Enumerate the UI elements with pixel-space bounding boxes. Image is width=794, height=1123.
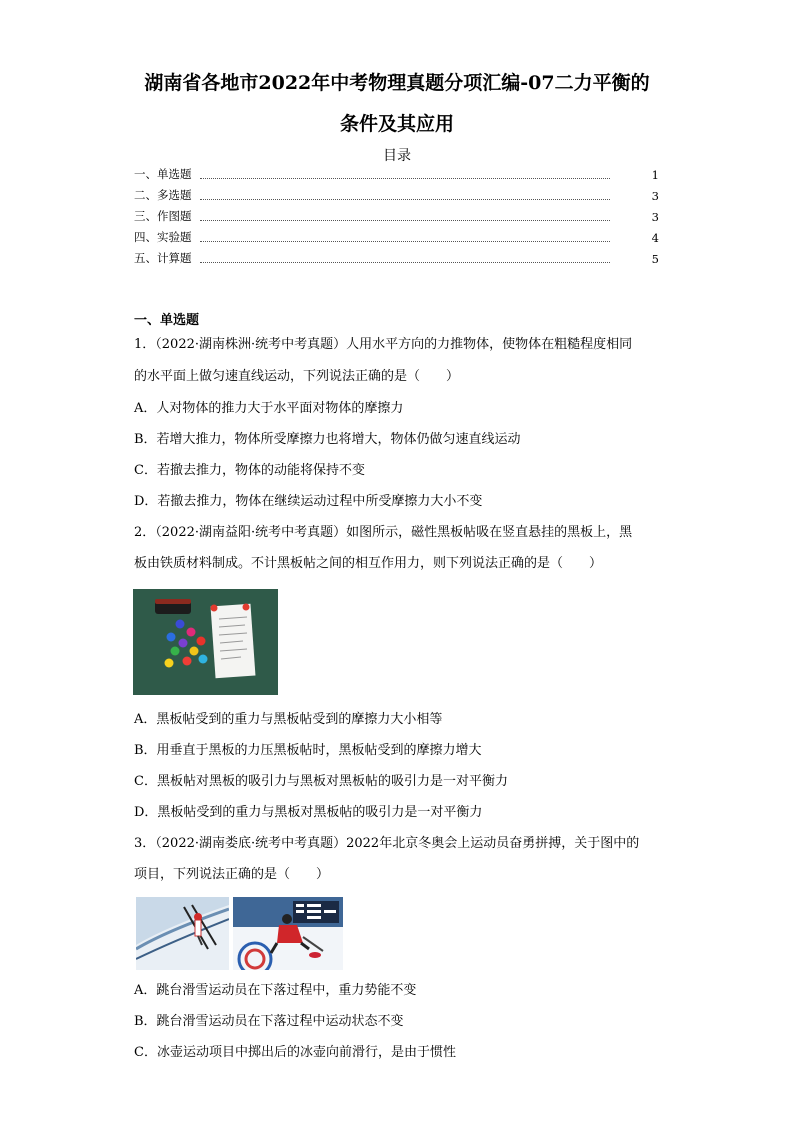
toc-entry-label: 四、实验题: [134, 230, 192, 244]
question-2-stem-line2: 板由铁质材料制成。不计黑板帖之间的相互作用力，则下列说法正确的是（ ）: [134, 556, 603, 571]
toc-entry-label: 二、多选题: [134, 188, 192, 202]
toc-entry-page: 3: [651, 189, 659, 203]
question-2-option-a: A．黑板帖受到的重力与黑板帖受到的摩擦力大小相等: [134, 712, 443, 727]
document-title-line1: 湖南省各地市2022年中考物理真题分项汇编-07二力平衡的: [144, 72, 650, 94]
toc-entry-label: 一、单选题: [134, 167, 192, 181]
question-3-stem-line1: 3．（2022·湖南娄底·统考中考真题）2022年北京冬奥会上运动员奋勇拼搏，关于图中的: [134, 836, 640, 851]
toc-leader-dots: [200, 220, 610, 221]
blackboard-illustration: [133, 589, 278, 695]
ski-jump-image: [136, 897, 229, 970]
toc-leader-dots: [200, 241, 610, 242]
toc-entry-page: 3: [651, 210, 659, 224]
curling-illustration: [233, 897, 343, 970]
question-2-option-c: C．黑板帖对黑板的吸引力与黑板对黑板帖的吸引力是一对平衡力: [134, 774, 508, 789]
question-3-option-b: B．跳台滑雪运动员在下落过程中运动状态不变: [134, 1014, 404, 1029]
question-1-option-c: C．若撤去推力，物体的动能将保持不变: [134, 463, 365, 478]
toc-heading: 目录: [383, 148, 411, 164]
question-1-stem-line1: 1．（2022·湖南株洲·统考中考真题）人用水平方向的力推物体，使物体在粗糙程度相同: [134, 337, 633, 352]
question-1-option-a: A．人对物体的推力大于水平面对物体的摩擦力: [134, 401, 404, 416]
document-title-line2: 条件及其应用: [339, 113, 454, 135]
toc-entry-page: 5: [651, 252, 659, 266]
question-3-stem-line2: 项目，下列说法正确的是（ ）: [134, 867, 330, 882]
question-1-stem-line2: 的水平面上做匀速直线运动，下列说法正确的是（ ）: [134, 369, 460, 384]
section-heading: 一、单选题: [134, 313, 200, 328]
toc-entry[interactable]: [134, 187, 659, 203]
question-2-stem-line1: 2．（2022·湖南益阳·统考中考真题）如图所示，磁性黑板帖吸在竖直悬挂的黑板上，黑: [134, 525, 633, 540]
toc-entry-label: 三、作图题: [134, 209, 192, 223]
magnetic-blackboard-image: [133, 589, 278, 695]
question-1-option-d: D．若撤去推力，物体在继续运动过程中所受摩擦力大小不变: [134, 494, 483, 509]
question-2-option-b: B．用垂直于黑板的力压黑板帖时，黑板帖受到的摩擦力增大: [134, 743, 482, 758]
question-1-option-b: B．若增大推力，物体所受摩擦力也将增大，物体仍做匀速直线运动: [134, 432, 521, 447]
toc-entry[interactable]: [134, 250, 659, 266]
toc-leader-dots: [200, 178, 610, 179]
curling-image: [233, 897, 343, 970]
question-3-option-a: A．跳台滑雪运动员在下落过程中，重力势能不变: [134, 983, 417, 998]
question-3-option-c: C．冰壶运动项目中掷出后的冰壶向前滑行，是由于惯性: [134, 1045, 456, 1060]
toc-entry-label: 五、计算题: [134, 251, 192, 265]
toc-entry[interactable]: [134, 208, 659, 224]
toc-entry-page: 1: [651, 168, 659, 182]
ski-jump-illustration: [136, 897, 229, 970]
toc-leader-dots: [200, 199, 610, 200]
toc-entry[interactable]: [134, 166, 659, 182]
toc-entry-page: 4: [651, 231, 659, 245]
toc-leader-dots: [200, 262, 610, 263]
question-2-option-d: D．黑板帖受到的重力与黑板对黑板帖的吸引力是一对平衡力: [134, 805, 483, 820]
toc-entry[interactable]: [134, 229, 659, 245]
